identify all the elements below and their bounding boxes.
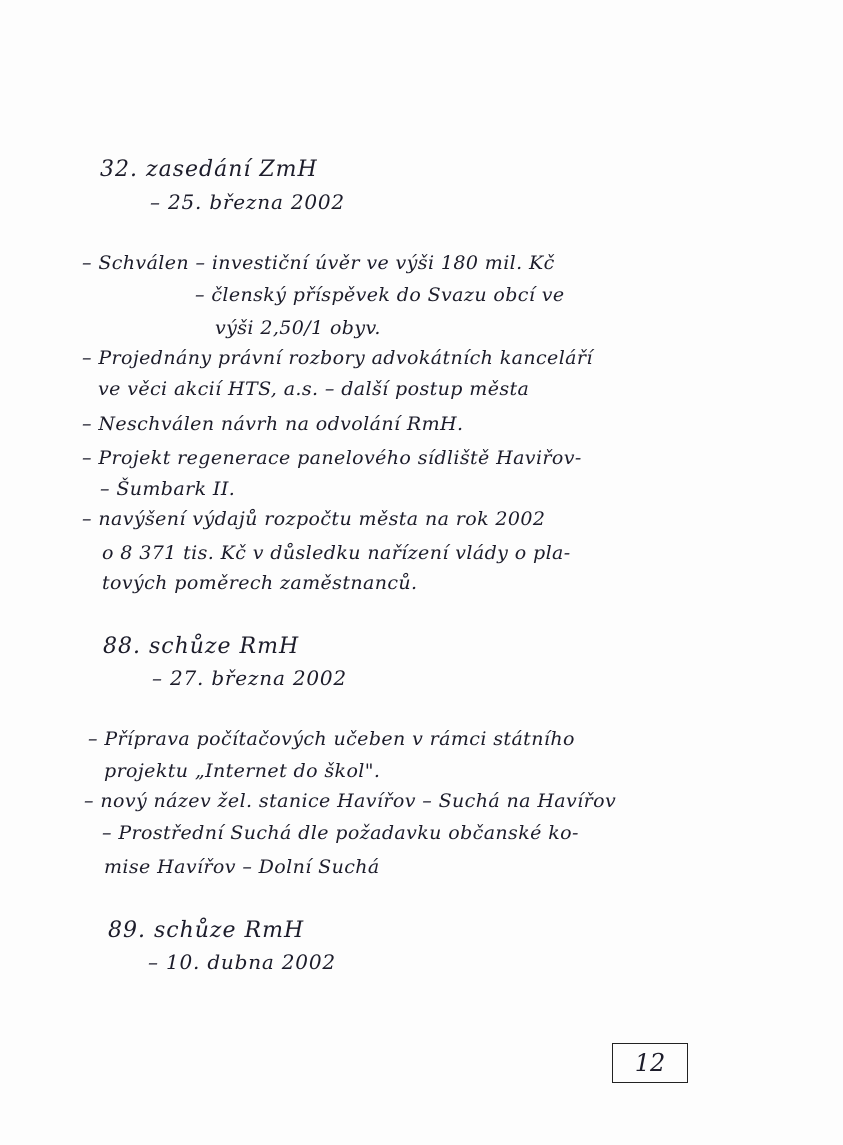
note-line: – členský příspěvek do Svazu obcí ve xyxy=(195,284,565,306)
note-line: – nový název žel. stanice Havířov – Suchá na Havířov xyxy=(84,790,617,812)
section-heading: 89. schůze RmH xyxy=(108,918,305,943)
page-number: 12 xyxy=(634,1049,666,1077)
section-date: – 10. dubna 2002 xyxy=(148,950,336,974)
note-line: tových poměrech zaměstnanců. xyxy=(102,572,418,594)
note-line: výši 2,50/1 obyv. xyxy=(215,317,381,339)
section-date: – 27. března 2002 xyxy=(152,666,347,690)
note-line: o 8 371 tis. Kč v důsledku nařízení vlády o pla- xyxy=(102,542,571,564)
section-heading: 32. zasedání ZmH xyxy=(100,157,318,182)
section-heading: 88. schůze RmH xyxy=(103,634,300,659)
note-line: – navýšení výdajů rozpočtu města na rok 2002 xyxy=(82,508,546,530)
note-line: – Neschválen návrh na odvolání RmH. xyxy=(82,413,464,435)
note-line: – Schválen – investiční úvěr ve výši 180 mil. Kč xyxy=(82,252,555,274)
note-line: mise Havířov – Dolní Suchá xyxy=(104,856,380,878)
note-line: – Prostřední Suchá dle požadavku občanské ko- xyxy=(102,822,579,844)
note-line: – Šumbark II. xyxy=(100,478,236,500)
note-line: – Projednány právní rozbory advokátních kanceláří xyxy=(82,347,593,369)
note-line: projektu „Internet do škol". xyxy=(104,760,381,782)
note-line: – Příprava počítačových učeben v rámci státního xyxy=(88,728,575,750)
section-date: – 25. března 2002 xyxy=(150,190,345,214)
note-line: ve věci akcií HTS, a.s. – další postup města xyxy=(98,378,530,400)
page-number-box xyxy=(612,1043,688,1083)
note-line: – Projekt regenerace panelového sídliště Haviřov- xyxy=(82,447,582,469)
